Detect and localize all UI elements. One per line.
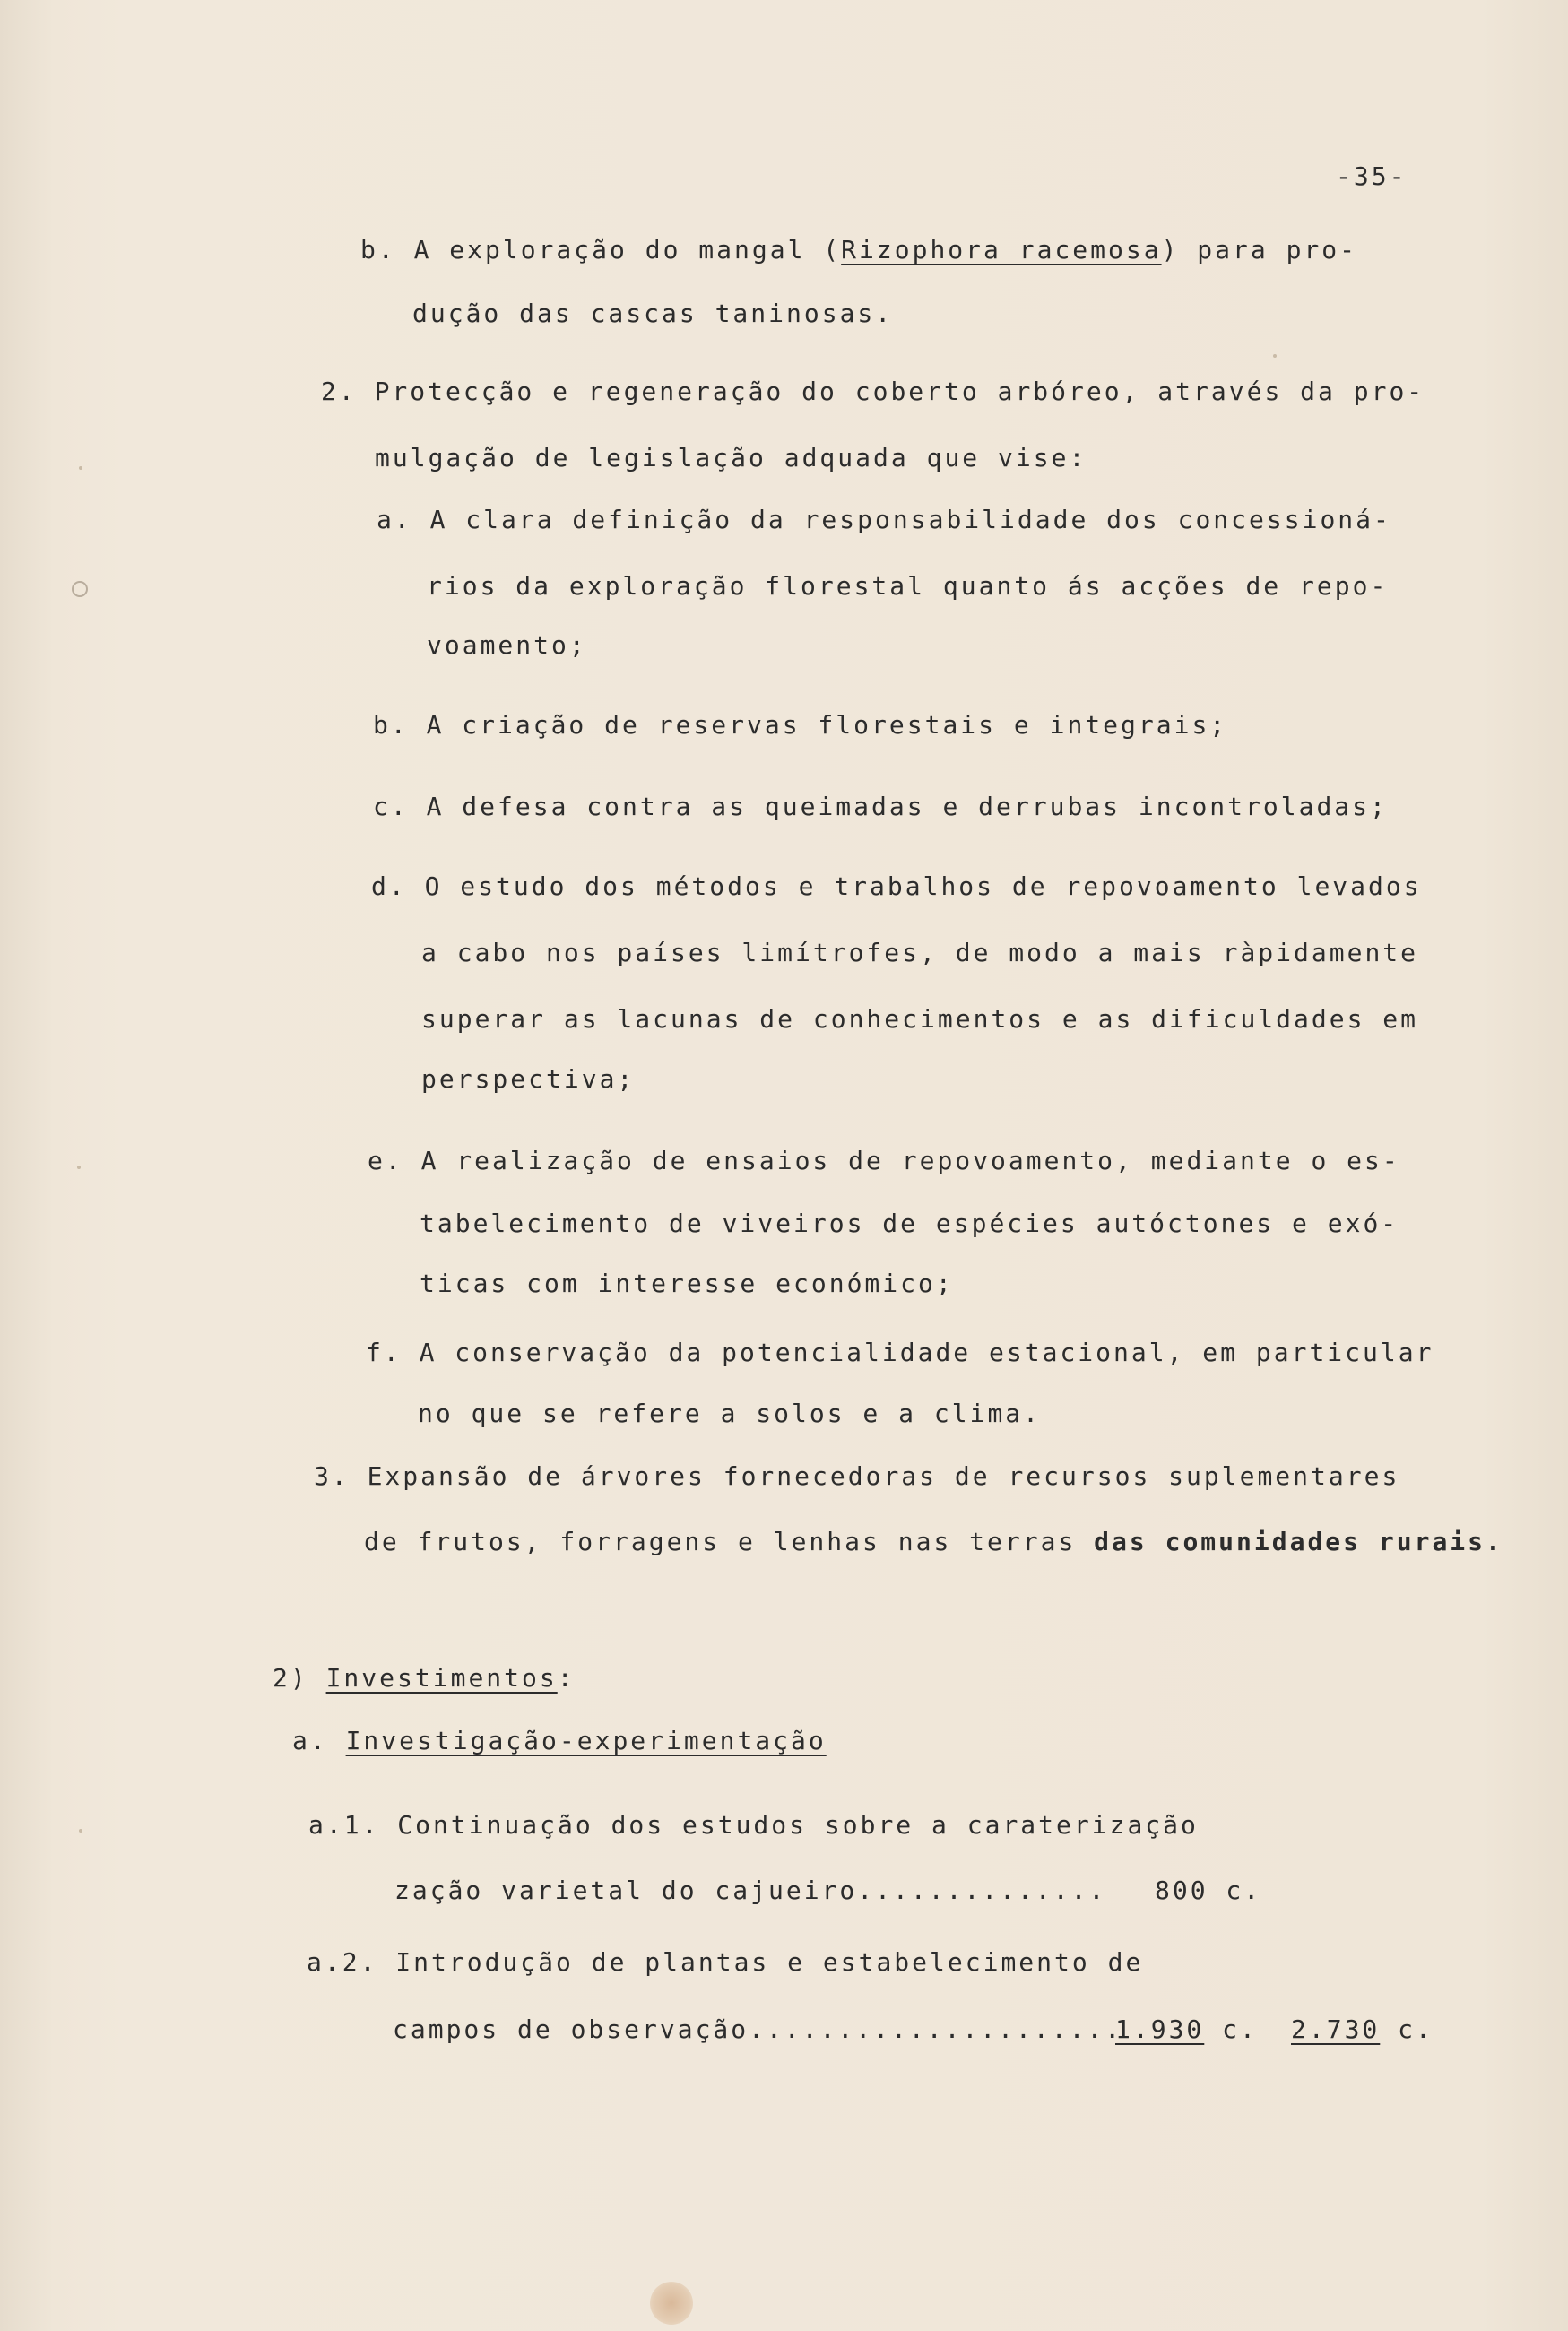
species-name: Rizophora racemosa: [841, 235, 1162, 264]
item-a2-amount: 1.930 c.: [1115, 2015, 1258, 2044]
subtotal-amount: 2.730 c.: [1291, 2015, 1434, 2044]
paper-stain: [650, 2282, 693, 2325]
item-2e-line-3: ticas com interesse económico;: [420, 1269, 954, 1298]
item-2a-line-3: voamento;: [427, 630, 587, 660]
paper-speck: [1273, 354, 1277, 358]
item-2a-line-2: rios da exploração florestal quanto ás acções de repo-: [427, 571, 1389, 601]
item-2f-line-2: no que se refere a solos e a clima.: [418, 1399, 1042, 1428]
item-2d-line-4: perspectiva;: [421, 1064, 636, 1094]
item-a1-line-2: zação varietal do cajueiro..............: [394, 1876, 1107, 1905]
subsection-heading-investigacao: a. Investigação-experimentação: [292, 1726, 827, 1755]
item-a1-line-1: a.1. Continuação dos estudos sobre a caraterização: [308, 1810, 1199, 1840]
paper-speck: [77, 1166, 81, 1169]
paper-speck: [79, 1829, 82, 1833]
item-2f-line-1: f. A conservação da potencialidade estacional, em particular: [366, 1338, 1434, 1367]
item-2a-line-1: a. A clara definição da responsabilidade dos concessioná-: [377, 505, 1391, 534]
page-number: -35-: [1336, 161, 1408, 191]
item-2c: c. A defesa contra as queimadas e derrubas incontroladas;: [373, 792, 1388, 821]
punch-hole-mark: [72, 581, 88, 597]
paper-speck: [79, 466, 82, 470]
item-b-line-2: dução das cascas taninosas.: [412, 299, 894, 328]
item-2b: b. A criação de reservas florestais e integrais;: [373, 710, 1228, 740]
item-b-line-1: b. A exploração do mangal (Rizophora racemosa) para pro-: [360, 235, 1358, 264]
item-2d-line-3: superar as lacunas de conhecimentos e as dificuldades em: [421, 1004, 1419, 1034]
section-heading-investimentos: 2) Investimentos:: [273, 1663, 576, 1693]
item-a2-line-2: campos de observação.....................: [393, 2015, 1123, 2044]
item-3-line-2: de frutos, forragens e lenhas nas terras das comunidades rurais.: [364, 1527, 1503, 1556]
item-a1-amount: 800 c.: [1155, 1876, 1262, 1905]
item-2-line-1: 2. Protecção e regeneração do coberto arbóreo, através da pro-: [321, 377, 1425, 406]
item-2d-line-2: a cabo nos países limítrofes, de modo a mais ràpidamente: [421, 938, 1419, 967]
item-2e-line-1: e. A realização de ensaios de repovoamento, mediante o es-: [368, 1146, 1400, 1175]
item-2d-line-1: d. O estudo dos métodos e trabalhos de repovoamento levados: [371, 871, 1422, 901]
item-3-line-1: 3. Expansão de árvores fornecedoras de recursos suplementares: [314, 1461, 1400, 1491]
item-2-line-2: mulgação de legislação adquada que vise:: [375, 443, 1087, 472]
item-2e-line-2: tabelecimento de viveiros de espécies autóctones e exó-: [420, 1209, 1399, 1238]
item-a2-line-1: a.2. Introdução de plantas e estabelecimento de: [307, 1947, 1144, 1977]
